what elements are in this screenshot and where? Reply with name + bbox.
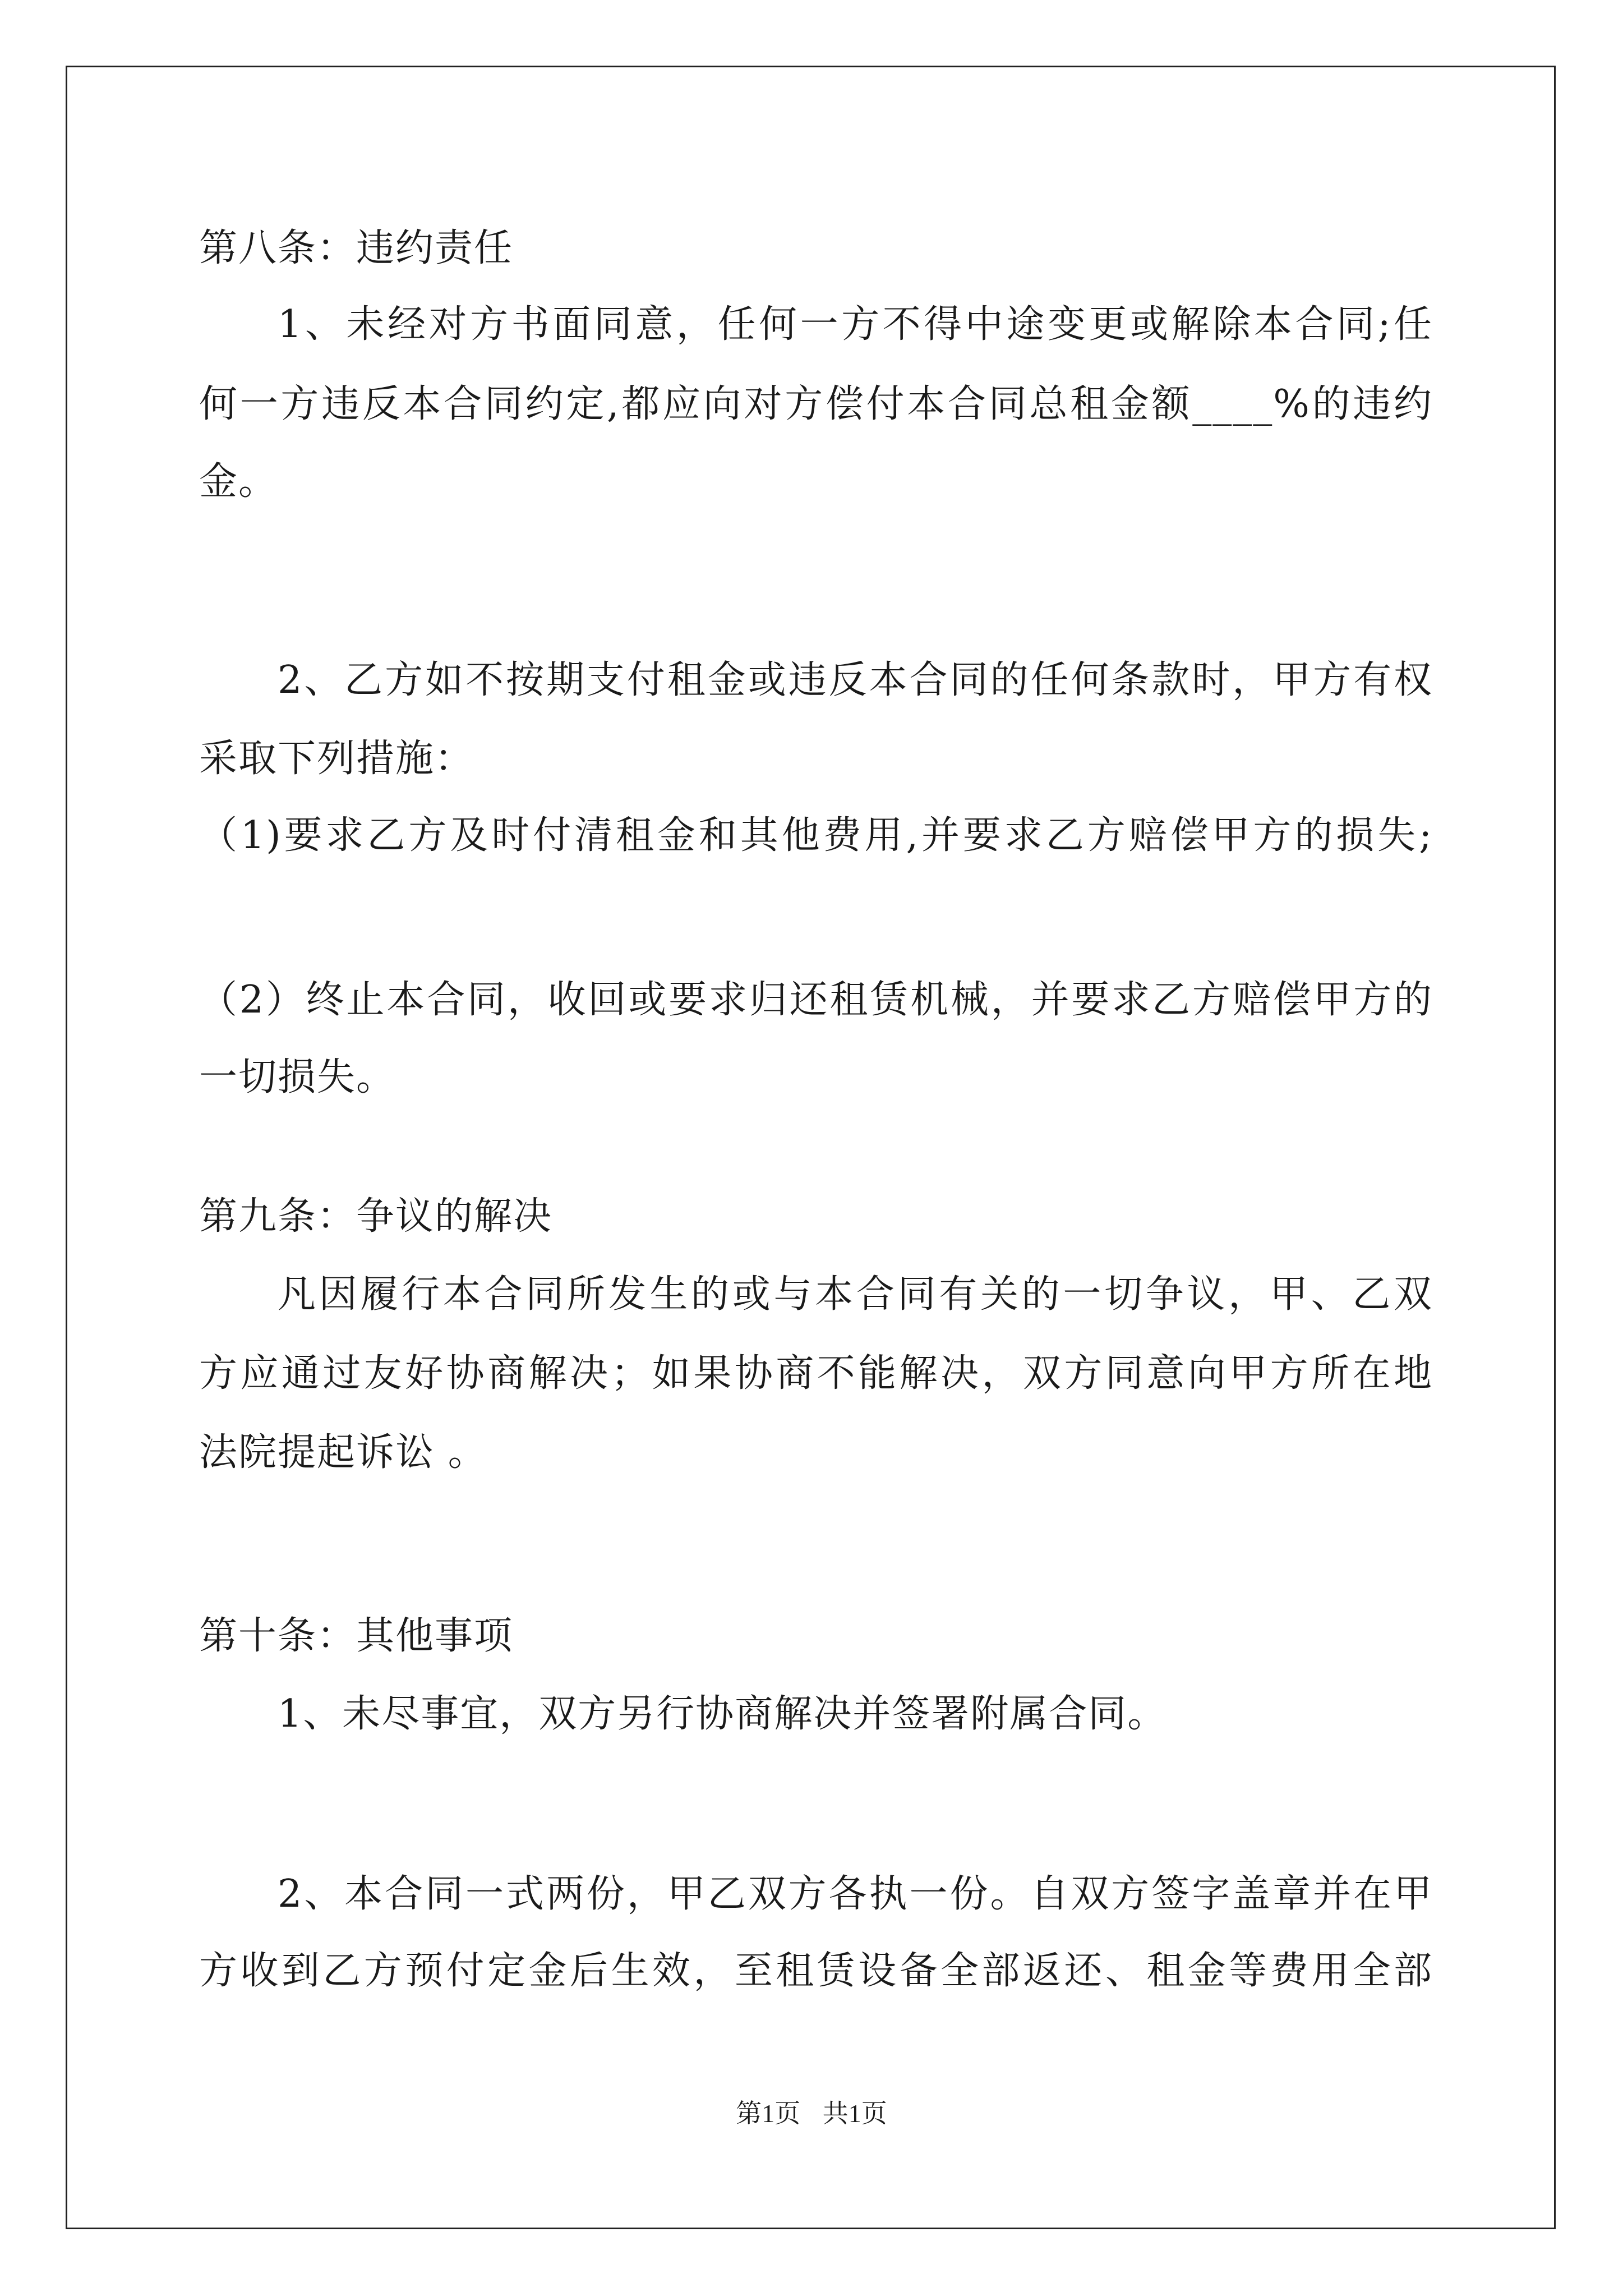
- page-total: 共1页: [822, 2099, 887, 2128]
- article-9-body-line-2: 方应通过友好协商解决；如果协商不能解决，双方同意向甲方所在地: [199, 1351, 1433, 1396]
- article-8-clause-1-line-2: 何一方违反本合同约定,都应向对方偿付本合同总租金额____%的违约: [199, 382, 1433, 426]
- article-8-measure-1: （1)要求乙方及时付清租金和其他费用,并要求乙方赔偿甲方的损失;: [199, 813, 1433, 858]
- article-9-body-line-3: 法院提起诉讼 。: [199, 1430, 487, 1475]
- article-8-measure-2-line-2: 一切损失。: [199, 1055, 396, 1099]
- article-8-clause-2-line-1: 2、乙方如不按期支付租金或违反本合同的任何条款时，甲方有权: [278, 658, 1433, 702]
- article-8-clause-2-line-2: 采取下列措施：: [199, 737, 474, 781]
- article-8-heading: 第八条：违约责任: [199, 226, 514, 270]
- article-10-clause-2-line-2: 方收到乙方预付定金后生效，至租赁设备全部返还、租金等费用全部: [199, 1949, 1433, 1993]
- page-footer: [0, 2098, 1623, 2129]
- article-10-heading: 第十条：其他事项: [199, 1614, 514, 1658]
- article-9-body-line-1: 凡因履行本合同所发生的或与本合同有关的一切争议，甲、乙双: [278, 1272, 1433, 1317]
- article-10-clause-1: 1、未尽事宜，双方另行协商解决并签署附属合同。: [278, 1692, 1167, 1736]
- article-8-measure-2-line-1: （2）终止本合同，收回或要求归还租赁机械，并要求乙方赔偿甲方的: [199, 978, 1433, 1022]
- article-9-heading: 第九条：争议的解决: [199, 1194, 553, 1239]
- page-number: 第1页: [736, 2099, 801, 2128]
- article-8-clause-1-line-3: 金。: [199, 459, 278, 504]
- article-10-clause-2-line-1: 2、本合同一式两份，甲乙双方各执一份。自双方签字盖章并在甲: [278, 1872, 1433, 1916]
- article-8-clause-1-line-1: 1、未经对方书面同意，任何一方不得中途变更或解除本合同;任: [278, 302, 1433, 347]
